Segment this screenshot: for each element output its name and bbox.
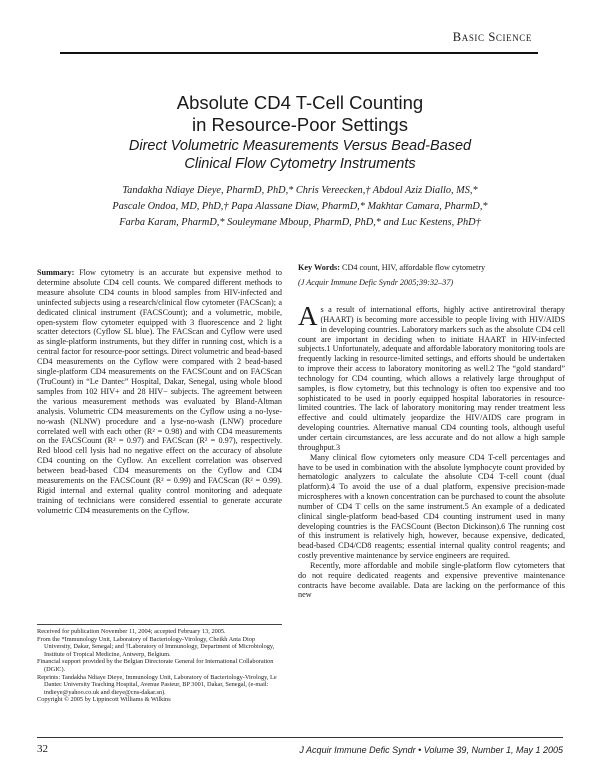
keywords-text: CD4 count, HIV, affordable flow cytometry xyxy=(341,263,486,272)
footnote-affiliations: From the *Immunology Unit, Laboratory of Bacteriology-Virology, Cheikh Anta Diop University, Dakar, Senegal; and †Laboratory of Immunology, Department of Microbiology, Institute of Tropical Medicine, Antwerp, Belgium. xyxy=(37,635,275,658)
journal-footer: J Acquir Immune Defic Syndr • Volume 39, Number 1, May 1 2005 xyxy=(299,745,563,755)
section-label: Basic Science xyxy=(452,30,532,44)
page-number: 32 xyxy=(37,743,48,755)
author-list xyxy=(40,183,560,231)
header-rule xyxy=(60,52,538,54)
article-title xyxy=(0,92,600,136)
title-line-1: Absolute CD4 T-Cell Counting xyxy=(176,92,424,113)
article-subtitle xyxy=(0,137,600,173)
abstract-text: Flow cytometry is an accurate but expensive method to determine absolute CD4 cell counts. We compared different methods to measure absolute CD4 counts in blood samples from HIV-infected and uninfected subjects using a research/clinical flow cytometer (FACScan); a dedicated clinical instrument (FACSCount); and a volumetric, mobile, open-system flow cytometer equipped with 3 fluorescence and 2 light scatter detectors (Cyflow SL blue). The FACScan and Cyflow were used as single-platform instruments, but they differ in running cost, which is a central factor for resource-poor settings. Direct volumetric and bead-based CD4 measurements on the Cyflow were compared with 2 bead-based single-platform CD4 measurements on the FACSCount and on FACScan (TruCount) in “Le Dantec” Hospital, Dakar, Senegal, using whole blood samples from 102 HIV+ and 28 HIV− subjects. The agreement between the various measurement methods was evaluated by Bland-Altman analysis. Volumetric CD4 measurements on the Cyflow using a no-lyse-no-wash (NLNW) procedure and a lyse-no-wash (LNW) procedure correlated well with each other (R² = 0.98) and with CD4 measurements on the FACSCount (R² = 0.97) and FACScan (R² = 0.97), respectively. Red blood cell lysis had no negative effect on the accuracy of absolute CD4 counting on the Cyflow. An excellent correlation was observed between bead-based CD4 measurements on the Cyflow and CD4 measurements on the FACSCount (R² = 0.99) and FACScan (R² = 0.99). Rigid internal and external quality control monitoring and adequate training of technicians were considered essential to generate accurate volumetric CD4 measurements on the Cyflow. xyxy=(37,268,282,515)
footnotes xyxy=(37,628,282,704)
footnote-copyright: Copyright © 2005 by Lippincott Williams & Wilkins xyxy=(37,696,171,704)
footer-rule xyxy=(37,737,563,738)
keywords xyxy=(298,262,563,273)
title-line-2: in Resource-Poor Settings xyxy=(192,114,408,135)
abstract xyxy=(37,268,282,516)
authors-line-3: Farba Karam, PharmD,* Souleymane Mboup, PharmD, PhD,* and Luc Kestens, PhD† xyxy=(119,217,481,228)
citation: (J Acquir Immune Defic Syndr 2005;39:32–37) xyxy=(298,278,454,287)
body-paragraph-2: Many clinical flow cytometers only measure CD4 T-cell percentages and have to be used in combination with the absolute lymphocyte count provided by hematologic analyzers to calculate the absolute CD4 T-cell count (dual platform).4 To avoid the use of a dual platform, expensive precision-made microspheres with a known concentration can be purchased to count the absolute number of CD4 T cells on the same instrument.5 An example of a dedicated clinical single-platform bead-based CD4 counting instrument used in many developing countries is the FACSCount (Becton Dickinson).6 The running cost of this instrument is relatively high, however, because expensive, dedicated, bead-based CD4/CD8 reagents; essential internal quality control reagents; and costly preventive maintenance by service engineers are required. xyxy=(298,452,565,561)
footnote-reprints: Reprints: Tandakha Ndiaye Dieye, Immunology Unit, Laboratory of Bacteriology-Virology, Le Dantec University Teaching Hospital, Avenue Pasteur, BP 3001, Dakar, Senegal, (e-mail: tndieye@yahoo.co.uk and dieye@cns-dakar.sn). xyxy=(37,673,277,696)
body-paragraph-3: Recently, more affordable and mobile single-platform flow cytometers that do not require dedicated reagents and expensive preventive maintenance contracts have become available. Data are lacking on the performance of this new xyxy=(298,560,565,600)
footnote-received: Received for publication November 11, 2004; accepted February 13, 2005. xyxy=(37,628,226,635)
subtitle-line-1: Direct Volumetric Measurements Versus Bead-Based xyxy=(128,138,472,154)
footnote-rule xyxy=(37,624,282,625)
drop-cap: A xyxy=(298,301,318,331)
subtitle-line-2: Clinical Flow Cytometry Instruments xyxy=(184,156,416,172)
abstract-label: Summary: xyxy=(37,268,75,277)
authors-line-2: Pascale Ondoa, MD, PhD,† Papa Alassane Diaw, PharmD,* Makhtar Camara, PharmD,* xyxy=(112,201,488,212)
authors-line-1: Tandakha Ndiaye Dieye, PharmD, PhD,* Chris Vereecken,† Abdoul Aziz Diallo, MS,* xyxy=(122,185,478,196)
footnote-funding: Financial support provided by the Belgian Directorate General for International Collaboration (DGIC). xyxy=(37,658,274,673)
body-paragraph-1-text: s a result of international efforts, highly active antiretroviral therapy (HAART) is becoming more accessible to people living with HIV/AIDS in developing countries. Laboratory markers such as the absolute CD4 cell count are important in deciding when to initiate HAART in HIV-infected subjects.1 Unfortunately, adequate and affordable laboratory monitoring tools are frequently lacking in resource-limited settings, and efforts should be undertaken to improve their access to laboratory monitoring as well.2 The “gold standard” technology for CD4 counting, which allows a relatively large throughput of samples, is flow cytometry, but this technology is often too expensive and too sophisticated to be used in poorly equipped hospital laboratories in resource-limited countries. The lack of laboratory monitoring may render treatment less effective and could ultimately jeopardize the HIV/AIDS care program in developing countries. Alternative manual CD4 counting tools, although useful under certain circumstances, are less accurate and do not allow a high sample throughput.3 xyxy=(298,305,565,452)
body-text xyxy=(298,301,565,600)
body-paragraph-1 xyxy=(298,301,565,453)
keywords-label: Key Words: xyxy=(298,263,340,272)
